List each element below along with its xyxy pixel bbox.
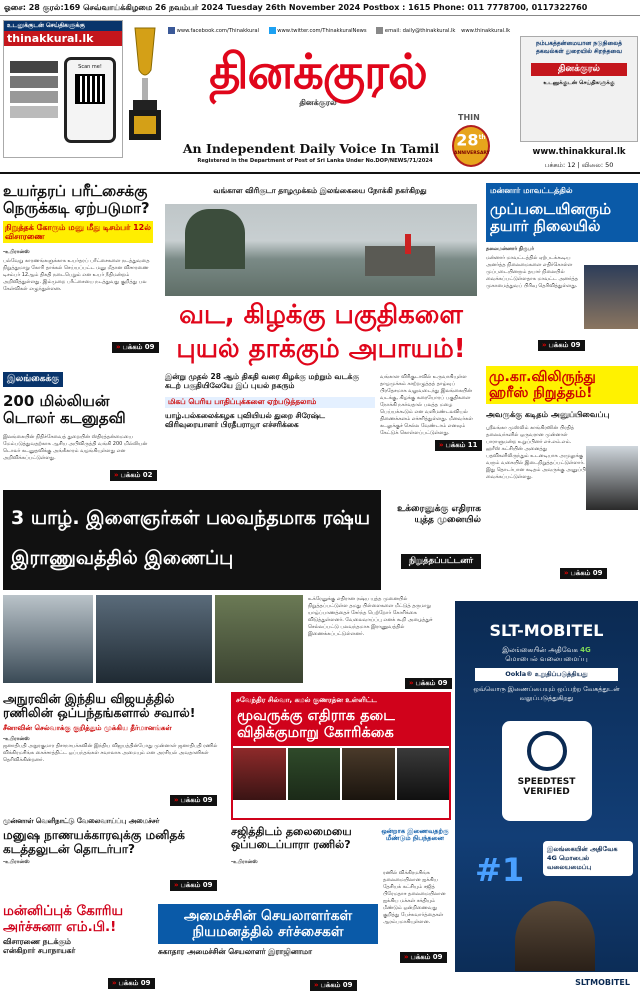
- anura-page-ref: பக்கம் 09: [180, 796, 213, 804]
- lead-kicker: வங்காள விரிகுடா தாழமுக்கம் இலங்கையை நோக்கி நகர்கிறது: [213, 186, 427, 195]
- slt-line2: மொபைல் வலையமைப்பு: [505, 655, 588, 663]
- harees-headline: மு.கா.விலிருந்து ஹரீஸ் நிறுத்தம்!: [486, 366, 638, 404]
- shavendra-kicker: சவேந்திர சில்வா, கமல் குணரத்ன உள்ளிட்ட: [233, 694, 449, 706]
- anura-headline: அநுரவின் இந்திய விஜயத்தில் ரணிலின் ஒப்பந்தங்களால் சவால்!: [3, 691, 196, 721]
- lead-sub1: இன்று முதல் 28 ஆம் திகதி வரை கிழக்கு மற்றும் வடக்கு கடற் பகுதியிலேயே இப் புயல் நகரும்: [165, 372, 359, 390]
- sajith-page-ref: பக்கம் 09: [410, 953, 443, 961]
- manusha-kicker: முன்னாள் வெளிநாட்டு வேலைவாய்ப்பு அமைச்சர்: [3, 817, 160, 825]
- harees-page-tag[interactable]: » பக்கம் 09: [560, 568, 607, 579]
- slt-footer: [455, 972, 638, 994]
- newspaper-subtitle: தினக்குரல்: [299, 98, 337, 107]
- russia-side1: உக்ரைனுக்கு எதிராக யுத்த முனையில்: [397, 504, 481, 525]
- email-link[interactable]: email: daily@thinakkural.lk: [384, 28, 456, 34]
- issue-info: ஓசை: 28 குரல்:169 செவ்வாய்க்கிழமை 26 நவம்பர் 2024 Tuesday 26th November 2024 Postbox : 1615 Phone: 011 7778700, 0117322760: [4, 3, 588, 12]
- manusha-page-ref: பக்கம் 09: [180, 881, 213, 889]
- secretaries-page-ref: பக்கம் 09: [320, 981, 353, 989]
- anniversary-number: 28: [456, 130, 479, 150]
- russia-page-tag[interactable]: » பக்கம் 09: [405, 678, 452, 689]
- speedometer-icon: [527, 731, 567, 771]
- anniversary-sup: th: [478, 134, 486, 141]
- archuna-sub: விசாரணை நடக்கும் என்கிறார் சபாநாயகர்: [3, 937, 76, 955]
- social-links: [168, 27, 511, 39]
- harees-body: ஸ்ரீலங்கா முஸ்லிம் காங்கிரஸின் பிரதித் தலைவர்களில் ஒருவரான முன்னாள் பாராளுமன்ற உறுப்பினர் எச்.எம்.எம். ஹரீஸ் கட்சியின் அனைத்து பதவிகளிலிருந்தும் உடனடியாக அமுலுக்கு வரும் வகையில் இடைநிறுத்தப்பட்டுள்ளார். இது தொடர்பான கடிதம் அவருக்கு அனுப்பி வைக்கப்பட்டுள்ளது.: [486, 425, 586, 481]
- story-exam[interactable]: [3, 183, 153, 353]
- exam-page-tag[interactable]: » பக்கம் 09: [112, 342, 159, 353]
- loan-kicker: இலங்கைக்கு: [3, 372, 63, 387]
- secretaries-page-tag[interactable]: » பக்கம் 09: [310, 980, 357, 991]
- archuna-headline: மன்னிப்புக் கோரிய அர்ச்சுனா எம்.பி.!: [3, 903, 124, 935]
- exam-page-ref: பக்கம் 09: [122, 343, 155, 351]
- loan-page-tag[interactable]: » பக்கம் 02: [110, 470, 157, 481]
- story-shavendra[interactable]: [231, 692, 451, 820]
- harees-sub: அவருக்கு கடிதம் அனுப்பிவைப்பு: [486, 410, 610, 420]
- right-promo-ad[interactable]: [520, 36, 638, 142]
- lead-headline: வட, கிழக்கு பகுதிகளை புயல் தாக்கும் அபாயம்!: [165, 296, 477, 370]
- russia-banner[interactable]: [3, 490, 481, 590]
- award-trophy-image: [125, 20, 165, 142]
- slt-bubble: இலங்கையின் அதிவேக 4G மொபைல் வலையமைப்பு: [543, 841, 633, 876]
- mannar-byline: தலைமன்னார் நிருபர்: [486, 245, 534, 252]
- sajith-page-tag[interactable]: » பக்கம் 09: [400, 952, 447, 963]
- trophy-icon: [125, 20, 165, 142]
- lead-body: வங்காள விரிகுடாவில் உருவாகியுள்ள தாழமுக்கம் காற்றழுத்தத் தாழ்வுப் பிரதேசமாக வலுவடைந்து இலங்கையின் வடக்கு, கிழக்கு கரையோரப் பகுதிகளை நோக்கி நகர்வதால் பலத்த மழை பெய்யக்கூடும் என வளிமண்டலவியல் திணைக்களம் எச்சரித்துள்ளது. மீனவர்கள் கடலுக்குச் செல்ல வேண்டாம் எனவும் கேட்டுக் கொள்ளப்பட்டுள்ளது.: [380, 374, 473, 436]
- youth-photo-1: [3, 595, 93, 683]
- slt-footer-brand: SLTMOBITEL: [575, 978, 630, 987]
- manusha-byline: -உபிரான்ஸ்: [3, 859, 30, 866]
- masthead-rule: [0, 172, 640, 174]
- twitter-link[interactable]: www.twitter.com/ThinakkuralNews: [277, 28, 367, 34]
- loan-body: இலங்கையின் நிதிச்சேவைத் துறையின் ஸ்திரத்தன்மையை மேம்படுத்துவதற்காக ஆசிய அபிவிருத்தி வங்கி 200 மில்லியன் டொலர் கடனுதவிக்கு அங்கீகாரம் வழங்கியுள்ளது என அறிவிக்கப்பட்டுள்ளது.: [3, 433, 148, 461]
- masthead-logo: [168, 42, 468, 124]
- slt-person-photo: [515, 901, 595, 971]
- scan-label: Scan me!: [78, 64, 102, 70]
- anura-sub: சீனாவின் செல்வாக்கு குறித்தும் முக்கிய தீர்மானங்கள்: [3, 723, 172, 732]
- archuna-page-ref: பக்கம் 09: [118, 979, 151, 987]
- russia-headline: 3 யாழ். இளைஞர்கள் பலவந்தமாக ரஷ்ய இராணுவத்தில் இணைப்பு: [3, 490, 381, 590]
- sajith-body: ரணில் விக்கிரமசிங்க தலைமையிலான ஐக்கிய தேசியக் கட்சியும் சஜித் பிரேமதாச தலைமையிலான ஐக்கிய மக்கள் சக்தியும் மீண்டும் ஒன்றிணைவது குறித்து பேச்சுவார்த்தைகள் ஆரம்பமாகியுள்ளன.: [383, 870, 446, 925]
- exam-byline: -உபிரான்ஸ்: [3, 248, 30, 255]
- exam-headline: உயர்தரப் பரீட்சைக்கு நெருக்கடி ஏற்படுமா?: [3, 182, 150, 218]
- promo-icons-row: [10, 61, 58, 141]
- facebook-link[interactable]: www.facebook.com/Thinakkural: [176, 28, 259, 34]
- promo-domain: thinakkural.lk: [4, 31, 122, 46]
- shavendra-headline: மூவருக்கு எதிராக தடை விதிக்குமாறு கோரிக்கை: [233, 706, 449, 746]
- story-loan[interactable]: [3, 366, 153, 482]
- harees-photo: [586, 446, 638, 510]
- harees-page-ref: பக்கம் 09: [570, 569, 603, 577]
- masthead-thin: THIN: [458, 113, 480, 122]
- anniversary-word: ANNIVERSARY: [454, 151, 490, 157]
- lead-sub2: மிகப் பெரிய பாதிப்புக்களை ஏற்படுத்தலாம்: [165, 397, 375, 408]
- left-promo-ad[interactable]: [3, 20, 123, 158]
- slt-mobitel-ad[interactable]: [455, 601, 638, 994]
- anura-page-tag[interactable]: » பக்கம் 09: [170, 795, 217, 806]
- mannar-headline: முப்படையினரும் தயார் நிலையில்: [486, 199, 638, 242]
- slt-number: #1: [475, 851, 525, 889]
- right-ad-sub: உடனுக்குடன் செய்திகளுக்கு: [543, 80, 615, 86]
- web-link[interactable]: www.thinakkural.lk: [461, 28, 511, 34]
- phone-mockup: [64, 57, 116, 143]
- lead-page-tag[interactable]: » பக்கம் 11: [435, 440, 482, 451]
- sajith-headline: சஜித்திடம் தலைமையை ஒப்படைப்பாரா ரணில்?: [231, 825, 352, 851]
- russia-page-ref: பக்கம் 09: [415, 679, 448, 687]
- masthead-info-bar: [0, 0, 640, 16]
- youth-photo-2: [96, 595, 212, 683]
- youth-photo-3: [215, 595, 303, 683]
- shavendra-photos: [233, 748, 449, 800]
- russia-side2: நிறுத்தப்பட்டனர்: [401, 554, 481, 569]
- verified-word: VERIFIED: [523, 787, 570, 797]
- anura-byline: -உபிரான்ஸ்: [3, 735, 30, 742]
- sajith-side: ஒன்றாக இணைவதற்கு மீண்டும் நிபந்தனை: [381, 827, 449, 843]
- archuna-page-tag[interactable]: » பக்கம் 09: [108, 978, 155, 989]
- manusha-headline: மனுஷ நாணயக்காரவுக்கு மனிதக் கடத்தலுடன் தொடர்பா?: [3, 827, 185, 856]
- page-count-price: பக்கம்: 12 | விலை: 50: [544, 161, 614, 169]
- secretaries-sub: சுகாதார அமைச்சின் செயலாளர் இராஜினாமா: [158, 947, 312, 957]
- exam-subhead: நிறுத்தக் கோரும் மனு மீது டிசம்பர் 12ல் விசாரணை: [3, 221, 153, 243]
- qr-code-icon: [75, 74, 105, 104]
- mannar-page-tag[interactable]: » பக்கம் 09: [538, 340, 585, 351]
- slt-line3: ஒவ்வொரு இணைப்பையும் ஒப்பற்ற வேகத்துடன் வலுப்படுத்துகிறது: [473, 685, 620, 702]
- lead-page-ref: பக்கம் 11: [445, 441, 478, 449]
- right-ad-brand: தினக்குரல்: [531, 63, 627, 76]
- mannar-body: மன்னார் மாவட்டத்தில் ஏற்படக்கூடிய அனர்த்த நிலைமைகளை எதிர்கொள்ள முப்படையினரும் தயார் நிலையில் வைக்கப்பட்டுள்ளதாக மாவட்ட அனர்த்த முகாமைத்துவப் பிரிவு தெரிவித்துள்ளது.: [486, 254, 578, 289]
- registration-note: Registered in the Department of Post of Sri Lanka Under No.DOP/NEWS/71/2024: [197, 158, 433, 164]
- flood-photo: [165, 204, 477, 296]
- speedtest-badge: [502, 721, 592, 821]
- website-url[interactable]: www.thinakkural.lk: [532, 147, 626, 157]
- loan-headline: 200 மில்லியன் டொலர் கடனுதவி: [3, 392, 126, 428]
- speedtest-word: SPEEDTEST: [517, 777, 576, 787]
- secretaries-headline: அமைச்சின் செயலாளர்கள் நியமனத்தில் சர்ச்சைகள்: [158, 904, 378, 944]
- slt-ookla: Ookla® உறுதிப்படுத்தியது: [475, 668, 618, 681]
- russia-body: உக்ரேனுக்கு எதிரான ரஷ்ய யுத்த முனையில் நிறுத்தப்பட்டுள்ள தமது பிள்ளைகளை மீட்டுத் தருமாறு யாழ்ப்பாணத்தைச் சேர்ந்த பெற்றோர் கோரிக்கை விடுத்துள்ளனர். வேலைவாய்ப்பு எனக் கூறி அழைத்துச் செல்லப்பட்டு பலவந்தமாக இராணுவத்தில் இணைக்கப்பட்டுள்ளனர்.: [308, 596, 433, 637]
- story-anura[interactable]: [3, 692, 223, 810]
- anura-body: ஜனாதிபதி அநுரகுமார திசாநாயக்கவின் இந்திய விஜயத்தின்போது முன்னாள் ஜனாதிபதி ரணில் விக்கிரமசிங்க கைச்சாத்திட்ட ஒப்பந்தங்கள் சவாலாக அமையும் என அரசியல் அவதானிகள் தெரிவிக்கின்றனர்.: [3, 742, 218, 763]
- mannar-photo: [584, 265, 638, 329]
- email-icon: [376, 27, 383, 34]
- lead-sub3: யாழ்.பல்கலைக்கழக புவியியல் துறை சிரேஷ்ட விரிவுரையாளர் பிரதீபராஜா எச்சரிக்கை: [165, 411, 326, 429]
- twitter-icon: [269, 27, 276, 34]
- facebook-icon: [168, 27, 175, 34]
- tagline: An Independent Daily Voice In Tamil: [182, 141, 440, 156]
- mannar-page-ref: பக்கம் 09: [548, 341, 581, 349]
- right-ad-text: நம்பகத்தன்மையான நடுநிலைத் தகவல்கள் துறையில் சிறந்தவை: [535, 40, 623, 55]
- slt-line1: இலங்கையின் அதிவேக: [502, 646, 578, 654]
- slt-4g: 4G: [580, 646, 591, 654]
- sajith-byline: -உபிரான்ஸ்: [231, 859, 258, 866]
- newspaper-title: தினக்குரல்: [209, 44, 427, 100]
- mannar-kicker: மன்னார் மாவட்டத்தில்: [486, 183, 638, 199]
- exam-body: பல்வேறு காரணங்களுக்காக உயர்தரப் பரீட்சைகளை நடத்துவதை நிறுத்துமாறு கோரி தாக்கல் செய்யப்பட்ட மனு மீதான விசாரணை டிசம்பர் 12ஆம் திகதி நடைபெறும் என உயர் நீதிமன்றம் அறிவித்துள்ளது. இம்முறை பரீட்சையை நடத்துவது குறித்து பல கேள்விகள் எழுந்துள்ளன.: [3, 257, 150, 292]
- slt-brand: SLT-MOBITEL: [489, 621, 604, 640]
- manusha-page-tag[interactable]: » பக்கம் 09: [170, 880, 217, 891]
- loan-page-ref: பக்கம் 02: [120, 471, 153, 479]
- story-harees[interactable]: [486, 366, 638, 578]
- promo-label: உடனுக்குடன் செய்திகளுக்கு: [4, 21, 122, 31]
- story-mannar[interactable]: [486, 183, 638, 355]
